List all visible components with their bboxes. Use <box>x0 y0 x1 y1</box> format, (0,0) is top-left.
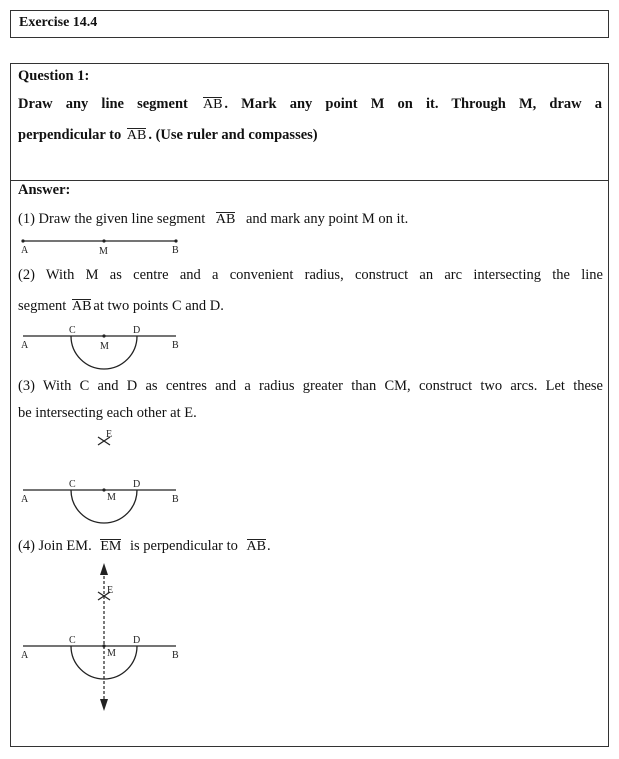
step-2-line-2 <box>18 298 224 315</box>
point-label-d: D <box>133 479 141 490</box>
figure-step-4 <box>11 561 211 721</box>
question-text: . (Use ruler and compasses) <box>148 127 318 143</box>
segment-ab: AB <box>71 299 92 314</box>
point-label-m: M <box>107 648 116 659</box>
question-label: Question 1: <box>18 68 90 84</box>
figure-step-3 <box>11 429 211 529</box>
step-text: (1) Draw the given line segment <box>18 211 206 227</box>
step-3-line-2: be intersecting each other at E. <box>18 405 197 421</box>
point-label-c: C <box>69 479 76 490</box>
question-line-2 <box>18 127 318 144</box>
figure-step-2 <box>11 324 211 384</box>
point-label-b: B <box>172 245 179 256</box>
segment-em: EM <box>100 539 122 554</box>
segment-ab: AB <box>215 212 236 227</box>
figure-step-1 <box>11 233 211 263</box>
step-text: at two points C and D. <box>93 298 224 314</box>
step-text: is perpendicular to <box>129 538 238 554</box>
point-label-a: A <box>21 494 29 505</box>
step-2-line-1: (2) With M as centre and a convenient radius, construct an arc intersecting the line <box>18 267 603 283</box>
step-text: . <box>266 538 271 554</box>
step-3-line-1: (3) With C and D as centres and a radius greater than CM, construct two arcs. Let these <box>18 378 603 394</box>
step-text: (4) Join EM. <box>18 538 92 554</box>
question-box <box>10 63 609 181</box>
step-text: and mark any point M on it. <box>245 211 409 227</box>
question-text: Draw any line segment <box>18 96 188 112</box>
segment-ab: AB <box>126 128 147 143</box>
point-label-d: D <box>133 635 141 646</box>
step-4-text <box>18 538 271 555</box>
exercise-title-box <box>10 10 609 38</box>
point-label-m: M <box>100 341 109 352</box>
segment-ab: AB <box>202 97 223 112</box>
segment-ab: AB <box>246 539 266 554</box>
point-label-e: E <box>106 429 113 440</box>
point-label-b: B <box>172 650 179 661</box>
point-label-c: C <box>69 325 76 336</box>
question-line-1 <box>18 96 602 113</box>
answer-box <box>10 180 609 747</box>
step-1-text <box>18 211 408 228</box>
exercise-title: Exercise 14.4 <box>19 15 98 30</box>
step-text: segment <box>18 298 67 314</box>
point-label-b: B <box>172 340 179 351</box>
point-label-a: A <box>21 650 29 661</box>
question-text: . Mark any point M on it. Through M, draw a <box>224 96 602 112</box>
point-label-m: M <box>99 246 108 257</box>
point-label-a: A <box>21 245 29 256</box>
point-label-d: D <box>133 325 141 336</box>
point-label-c: C <box>69 635 76 646</box>
answer-label: Answer: <box>18 182 71 198</box>
point-label-a: A <box>21 340 29 351</box>
point-label-m: M <box>107 492 116 503</box>
point-label-e: E <box>107 585 114 596</box>
point-label-b: B <box>172 494 179 505</box>
question-text: perpendicular to <box>18 127 122 143</box>
